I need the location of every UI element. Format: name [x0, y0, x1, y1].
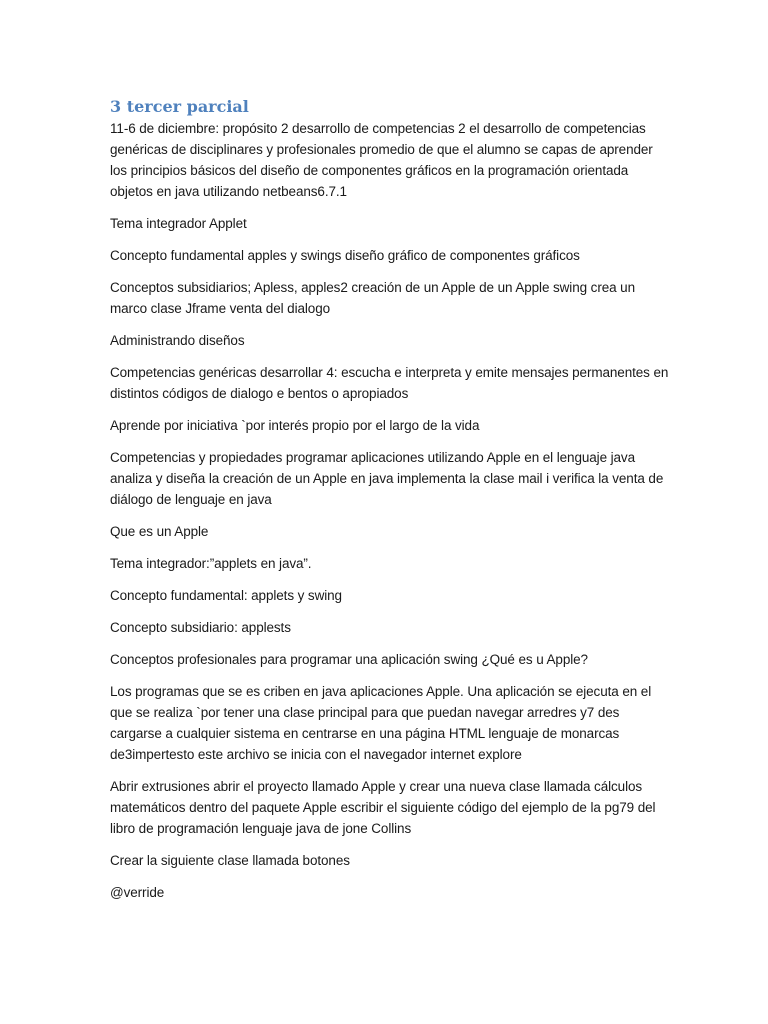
section-heading: 3 tercer parcial — [110, 97, 249, 116]
paragraph-crear-clase: Crear la siguiente clase llamada botones — [110, 853, 350, 868]
paragraph-concepto-fundamental-applets: Concepto fundamental: applets y swing — [110, 588, 342, 603]
paragraph-competencias-propiedades: Competencias y propiedades programar aplicaciones utilizando Apple en el lenguaje java analiza y diseña la creación de un Apple en java implementa la clase mail i verifica la venta de diálogo de lenguaje en java — [110, 450, 664, 507]
paragraph-concepto-subsidiario: Concepto subsidiario: applests — [110, 620, 291, 635]
paragraph-competencias-genericas: Competencias genéricas desarrollar 4: escucha e interpreta y emite mensajes permanentes en distintos códigos de dialogo e bentos o apropiados — [110, 365, 669, 401]
paragraph-aprende: Aprende por iniciativa `por interés propio por el largo de la vida — [110, 418, 480, 433]
paragraph-tema-integrador: Tema integrador Applet — [110, 216, 247, 231]
paragraph-override: @verride — [110, 885, 165, 900]
document-body — [110, 96, 670, 903]
paragraph-abrir-extrusiones: Abrir extrusiones abrir el proyecto llamado Apple y crear una nueva clase llamada cálculos matemáticos dentro del paquete Apple escribir el siguiente código del ejemplo de la pg79 del libro de programación lenguaje java de jone Collins — [110, 779, 656, 836]
paragraph-conceptos-profesionales: Conceptos profesionales para programar una aplicación swing ¿Qué es u Apple? — [110, 652, 588, 667]
paragraph-que-es-apple: Que es un Apple — [110, 524, 209, 539]
paragraph-administrando: Administrando diseños — [110, 333, 245, 348]
paragraph-tema-integrador-applets: Tema integrador:”applets en java”. — [110, 556, 312, 571]
paragraph-los-programas: Los programas que se es criben en java aplicaciones Apple. Una aplicación se ejecuta en el que se realiza `por tener una clase principal para que puedan navegar arredres y7 des cargarse a cualquier sistema en centrarse en una página HTML lenguaje de monarcas de3impertesto este archivo se inicia con el navegador internet explore — [110, 684, 652, 762]
paragraph-concepto-fundamental: Concepto fundamental apples y swings diseño gráfico de componentes gráficos — [110, 248, 580, 263]
paragraph-purpose: 11-6 de diciembre: propósito 2 desarrollo de competencias 2 el desarrollo de competencias genéricas de disciplinares y profesionales promedio de que el alumno se capas de aprender los principios básicos del diseño de componentes gráficos en la programación orientada objetos en java utilizando netbeans6.7.1 — [110, 121, 653, 199]
paragraph-conceptos-subsidiarios: Conceptos subsidiarios; Apless, apples2 creación de un Apple de un Apple swing crea un marco clase Jframe venta del dialogo — [110, 280, 636, 316]
